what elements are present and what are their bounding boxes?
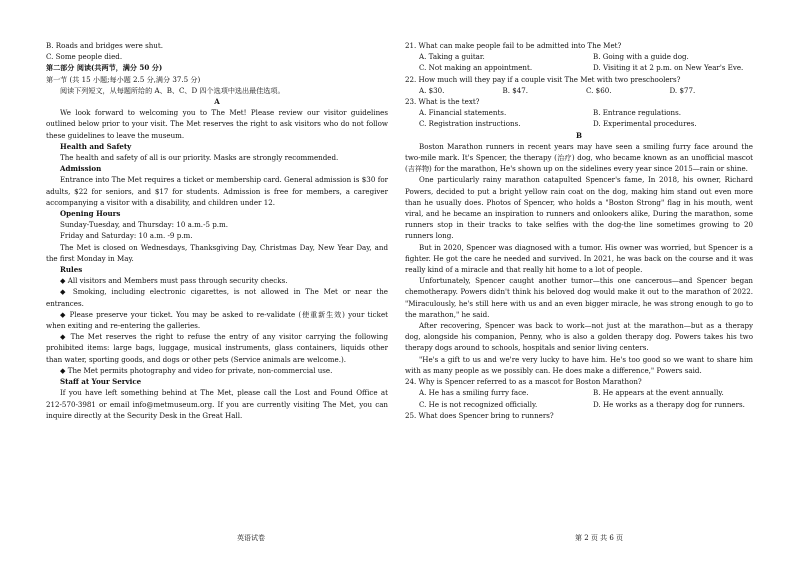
heading-rules: Rules bbox=[60, 265, 83, 275]
q22-option-b: B. $47. bbox=[502, 85, 529, 95]
q23-option-b: B. Entrance regulations. bbox=[593, 108, 681, 118]
heading-admission: Admission bbox=[60, 164, 102, 174]
passage-label-b: B bbox=[576, 130, 582, 140]
part-title: 第二部分 阅读(共两节，满分 50 分) bbox=[46, 63, 163, 73]
q24-option-b: B. He appears at the event annually. bbox=[593, 388, 724, 398]
passage-b-paragraph: But in 2020, Spencer was diagnosed with a tumor. His owner was worried, but Spencer is a fighter. He got the care he needed and survived. In 2021, he was back on the course and it was really kind of a miracle and that really hit home to a lot of people. bbox=[405, 242, 753, 275]
passage-b-paragraph: Unfortunately, Spencer caught another tumor—this one cancerous—and Spencer began chemotherapy. Powers didn't think his beloved dog would make it out to the marathon of 2022. "Miraculously, he's still here with us and an even bigger miracle, he was strong enough to go to the marathon," he said. bbox=[405, 276, 753, 319]
rule-item: ◆ The Met reserves the right to refuse the entry of any visitor carrying the following prohibited items: large bags, luggage, musical instruments, glass containers, liquids other than water, sporting goods, and dogs or other pets (Service animals are welcome.). bbox=[46, 332, 388, 364]
prev-option-c: C. Some people died. bbox=[46, 52, 123, 62]
question-22: 22. How much will they pay if a couple visit The Met with two preschoolers? bbox=[405, 74, 681, 84]
q22-option-c: C. $60. bbox=[586, 85, 612, 95]
q22-option-d: D. $77. bbox=[669, 85, 696, 95]
footer-left: 英语试卷 bbox=[237, 534, 265, 542]
question-21: 21. What can make people fail to be admitted into The Met? bbox=[405, 41, 622, 50]
q24-option-a: A. He has a smiling furry face. bbox=[419, 388, 529, 398]
rule-item: ◆ Smoking, including electronic cigarettes, is not allowed in The Met or near the entrances. bbox=[46, 287, 388, 308]
passage-b-paragraph: "He's a gift to us and we're very lucky to have him. He's too good so we want to share him with as many people as we possibly can. He does make a difference," Powers said. bbox=[405, 354, 753, 375]
intro-paragraph: We look forward to welcoming you to The Met! Please review our visitor guidelines outlined below prior to your visit. The Met reserves the right to ask visitors who do not follow these guidelines to leave the museum. bbox=[46, 108, 388, 140]
q24-option-c: C. He is not recognized officially. bbox=[419, 399, 538, 409]
rule-item: ◆ The Met permits photography and video for private, non-commercial use. bbox=[60, 365, 333, 375]
q21-options-row bbox=[405, 51, 753, 62]
left-column bbox=[46, 40, 388, 421]
heading-staff: Staff at Your Service bbox=[60, 377, 142, 387]
footer-page-number: 第 2 页 共 6 页 bbox=[575, 534, 624, 542]
passage-label-a: A bbox=[214, 97, 220, 107]
question-23: 23. What is the text? bbox=[405, 97, 480, 107]
question-24: 24. Why is Spencer referred to as a mascot for Boston Marathon? bbox=[405, 377, 642, 387]
q22-option-a: A. $30. bbox=[419, 85, 445, 95]
rule-item: ◆ Please preserve your ticket. You may be asked to re-validate (使重新生效) your ticket when exiting and re-entering the galleries. bbox=[46, 309, 388, 331]
q21-option-a: A. Taking a guitar. bbox=[419, 52, 485, 62]
prev-option-b: B. Roads and bridges were shut. bbox=[46, 41, 163, 50]
diamond-icon: ◆ bbox=[60, 287, 69, 297]
rule-item: ◆ All visitors and Members must pass through security checks. bbox=[60, 276, 288, 286]
question-25: 25. What does Spencer bring to runners? bbox=[405, 410, 554, 420]
admission-text: Entrance into The Met requires a ticket or membership card. General admission is $30 for adults, $22 for seniors, and $17 for students. Admission is free for members, a caregiver accompanying a visitor with a disability, and children under 12. bbox=[46, 175, 388, 207]
q21-option-d: D. Visiting it at 2 p.m. on New Year's Eve. bbox=[593, 63, 744, 73]
q21-options-row bbox=[405, 62, 753, 73]
passage-b-paragraph: Boston Marathon runners in recent years may have seen a smiling furry face around the two-mile mark. It's Spencer, the therapy (治疗) dog, who became known as an unofficial mascot (吉祥物) for the marathon, He's shown up on the sidelines every year since 2015—rain or shine. bbox=[405, 141, 753, 174]
diamond-icon: ◆ bbox=[60, 276, 66, 286]
q24-options-row bbox=[405, 399, 753, 410]
q22-options-row bbox=[405, 85, 753, 96]
q23-option-d: D. Experimental procedures. bbox=[593, 119, 697, 129]
passage-b-paragraph: After recovering, Spencer was back to work—not just at the marathon—but as a therapy dog, alongside his companion, Penny, who is also a golden therapy dog. Powers takes his two therapy dogs around to schools, hospitals and senior living centers. bbox=[405, 321, 753, 353]
hours-line-1: Sunday-Tuesday, and Thursday: 10 a.m.-5 p.m. bbox=[60, 220, 229, 230]
instruction: 阅读下列短文，从每题所给的 A、B、C、D 四个选项中选出最佳选项。 bbox=[60, 85, 285, 95]
hours-line-2: Friday and Saturday: 10 a.m. -9 p.m. bbox=[60, 231, 193, 241]
q24-options-row bbox=[405, 387, 753, 398]
q23-option-a: A. Financial statements. bbox=[419, 108, 507, 118]
q23-options-row bbox=[405, 107, 753, 118]
q23-options-row bbox=[405, 118, 753, 129]
heading-hours: Opening Hours bbox=[60, 209, 121, 219]
staff-text: If you have left something behind at The Met, please call the Lost and Found Office at 212-570-3981 or email info@metmuseum.org. If you are currently visiting The Met, you can inquire directly at the Security Desk in the Great Hall. bbox=[46, 388, 388, 420]
section-title: 第一节 (共 15 小题;每小题 2.5 分,满分 37.5 分) bbox=[46, 74, 201, 84]
q21-option-c: C. Not making an appointment. bbox=[419, 63, 533, 73]
q23-option-c: C. Registration instructions. bbox=[419, 119, 521, 129]
health-text: The health and safety of all is our priority. Masks are strongly recommended. bbox=[60, 153, 339, 163]
heading-health: Health and Safety bbox=[60, 141, 132, 151]
diamond-icon: ◆ bbox=[60, 332, 67, 342]
diamond-icon: ◆ bbox=[60, 309, 67, 319]
right-column bbox=[405, 40, 753, 421]
closed-text: The Met is closed on Wednesdays, Thanksgiving Day, Christmas Day, New Year Day, and the first Monday in May. bbox=[46, 242, 388, 263]
diamond-icon: ◆ bbox=[60, 365, 66, 375]
passage-b-paragraph: One particularly rainy marathon catapulted Spencer's fame, In 2018, his owner, Richard Powers, decided to put a bright yellow rain coat on the dog, making him stand out even more than he usually does. Photos of Spencer, who holds a "Boston Strong" flag in his mouth, went viral, and he became an inspiration to runners and onlookers alike, During the marathon, some runners stop in their tracks to take selfies with the dog-the line sometimes growing to 20 runners long. bbox=[405, 175, 753, 241]
q24-option-d: D. He works as a therapy dog for runners. bbox=[593, 399, 745, 409]
q21-option-b: B. Going with a guide dog. bbox=[593, 52, 689, 62]
